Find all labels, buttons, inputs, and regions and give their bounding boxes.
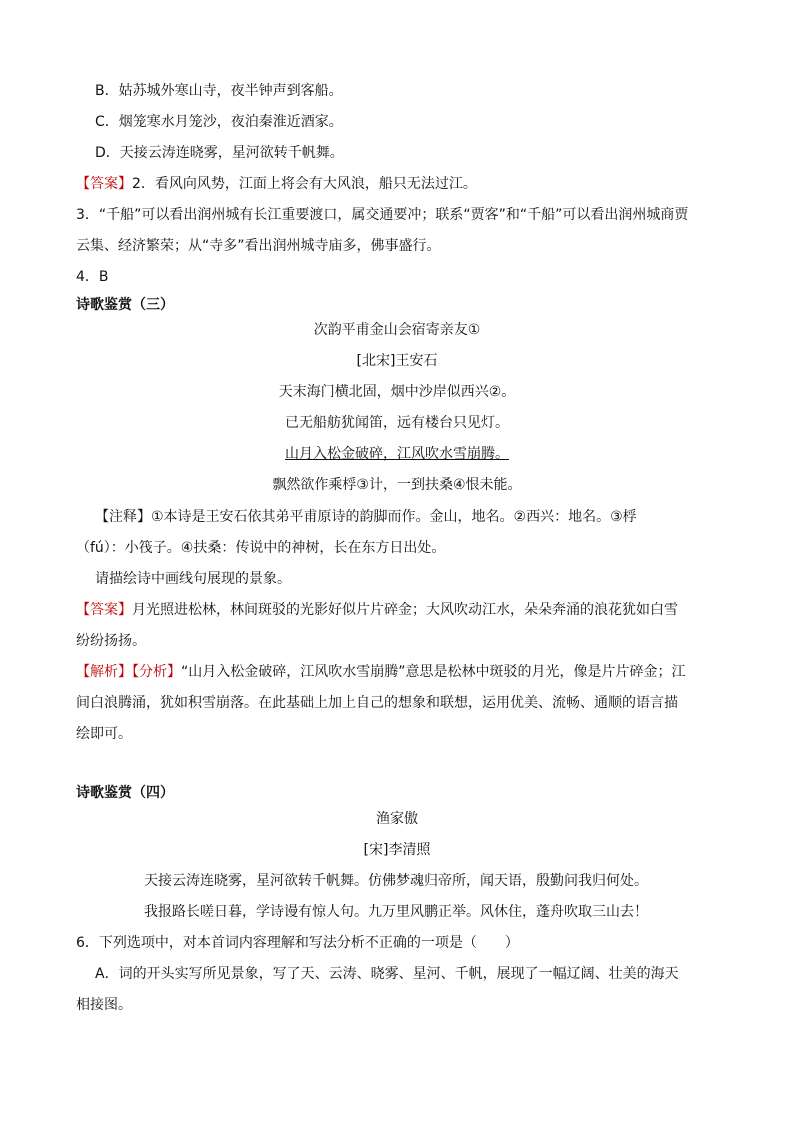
option-c: C．烟笼寒水月笼沙，夜泊秦淮近酒家。 — [95, 114, 343, 130]
section4-author: [宋]李清照 — [363, 842, 431, 858]
answer-tag: 【答案】 — [76, 176, 132, 192]
section3-poem-line: 飘然欲作乘桴③计，一到扶桑④恨未能。 — [272, 477, 522, 493]
section3-analysis-line2: 间白浪腾涌，犹如积雪崩落。在此基础上加上自己的想象和联想，运用优美、流畅、通顺的语言描 — [76, 695, 678, 711]
section3-poem-line: 已无船舫犹闻笛，远有楼台只见灯。 — [285, 415, 509, 431]
answer-q2-line — [76, 174, 477, 194]
section3-answer-line2: 纷纷扬扬。 — [76, 633, 146, 649]
answer-q3-line1: 3．“千船”可以看出润州城有长江重要渡口，属交通要冲；联系“贾客”和“千船”可以看出润州城商贾 — [76, 207, 689, 223]
answer-q4: 4．B — [76, 269, 109, 285]
section3-heading: 诗歌鉴赏（三） — [76, 297, 174, 313]
answer-tag: 【答案】 — [76, 602, 132, 618]
answer-q2-text: 2．看风向风势，江面上将会有大风浪，船只无法过江。 — [132, 176, 477, 192]
section3-note-line1 — [95, 507, 637, 527]
section3-poem-line: 天末海门横北固，烟中沙岸似西兴②。 — [278, 384, 516, 400]
answer-q3-line2: 云集、经济繁荣；从“寺多”看出润州城寺庙多，佛事盛行。 — [76, 238, 441, 254]
analysis-text: “山月入松金破碎，江风吹水雪崩腾”意思是松林中斑驳的月光，像是片片碎金；江 — [181, 664, 686, 680]
underlined-verse: 山月入松金破碎，江风吹水雪崩腾。 — [285, 446, 509, 462]
option-a-line1: A．词的开头实写所见景象，写了天、云涛、晓雾、星河、千帆，展现了一幅辽阔、壮美的海天 — [95, 966, 679, 982]
section3-answer-line1 — [76, 600, 678, 620]
section3-analysis-line1 — [76, 662, 686, 682]
section4-poem-line1: 天接云涛连晓雾，星河欲转千帆舞。仿佛梦魂归帝所，闻天语，殷勤问我归何处。 — [144, 873, 648, 889]
option-d: D．天接云涛连晓雾，星河欲转千帆舞。 — [95, 145, 344, 161]
section4-poem-title: 渔家傲 — [376, 811, 418, 827]
analysis-tag: 【解析】【分析】 — [76, 664, 181, 680]
section3-poem-line-underlined — [0, 444, 794, 464]
note-text: ①本诗是王安石依其弟平甫原诗的韵脚而作。金山，地名。②西兴：地名。③桴 — [151, 509, 637, 525]
answer-text: 月光照进松林，林间斑驳的光影好似片片碎金；大风吹动江水，朵朵奔涌的浪花犹如白雪 — [132, 602, 678, 618]
question-6: 6．下列选项中，对本首词内容理解和写法分析不正确的一项是（ ） — [76, 935, 519, 951]
option-a-line2: 相接图。 — [76, 997, 132, 1013]
section3-poem-title: 次韵平甫金山会宿寄亲友① — [313, 322, 481, 338]
option-b: B．姑苏城外寒山寺，夜半钟声到客船。 — [95, 83, 343, 99]
note-tag: 【注释】 — [95, 509, 151, 525]
section3-question: 请描绘诗中画线句展现的景象。 — [95, 571, 291, 587]
section4-poem-line2: 我报路长嗟日暮，学诗谩有惊人句。九万里风鹏正举。风休住，蓬舟吹取三山去！ — [144, 904, 648, 920]
section4-heading: 诗歌鉴赏（四） — [76, 785, 174, 801]
section3-analysis-line3: 绘即可。 — [76, 726, 132, 742]
section3-note-line2: （fú）：小筏子。④扶桑：传说中的神树，长在东方日出处。 — [76, 540, 446, 556]
section3-author: [北宋]王安石 — [356, 353, 438, 369]
